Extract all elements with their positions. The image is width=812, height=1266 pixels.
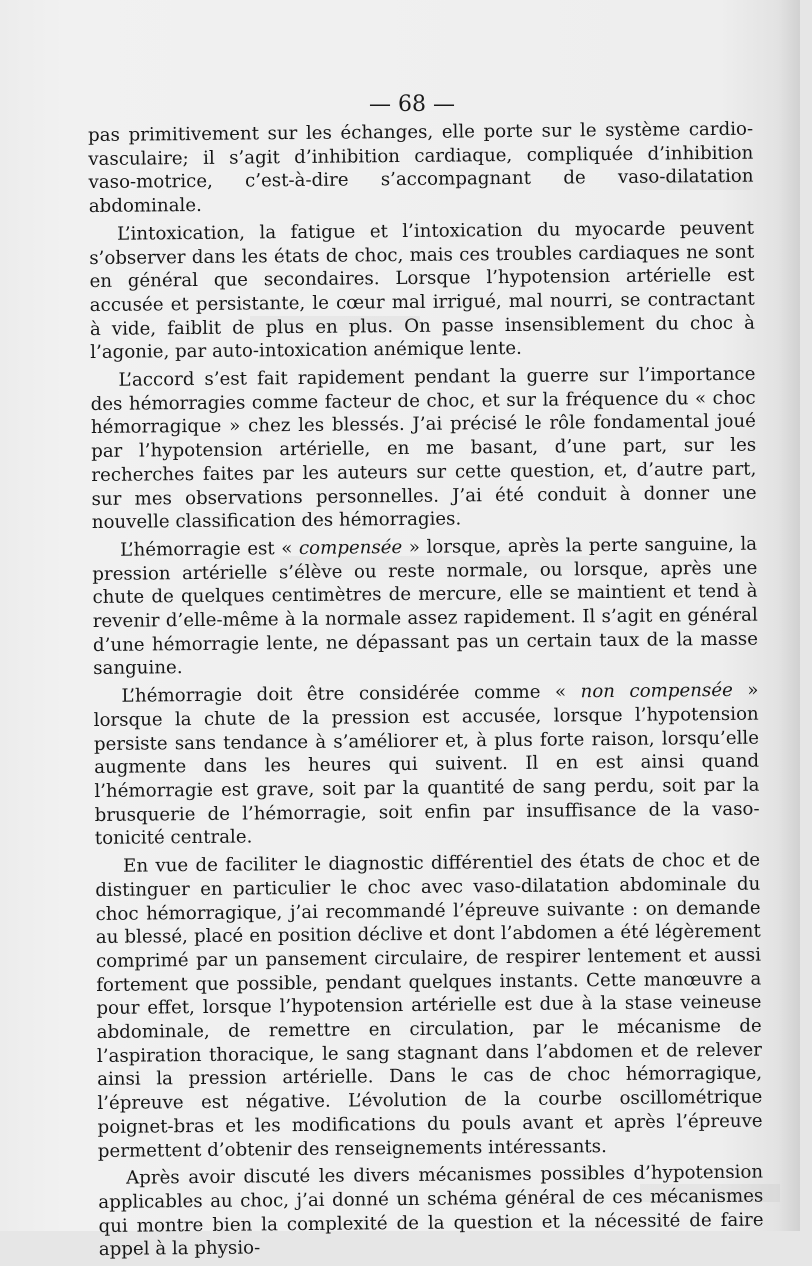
paragraph xyxy=(98,1161,764,1262)
paragraph-text: L’intoxication, la fatigue et l’intoxication du myocarde peuvent s’observer dans les états de choc, mais ces troubles cardiaques ne sont en général que secondaires. Lorsque l’hypotension artérielle est accusée et persistante, le cœur mal irrigué, mal nourri, se contractant à vide, faiblit de plus en plus. On passe insensiblement du choc à l’agonie, par auto-intoxication anémique lente. xyxy=(89,217,756,364)
paragraph xyxy=(88,118,754,219)
paragraph-text: » lorsque la chute de la pression est accusée, lorsque l’hypotension persiste sans tendance à s’améliorer et, à plus forte raison, lorsqu’elle augmente dans les heures qui suivent. Il en est ainsi quand l’hémorragie est grave, soit par la quantité de sang perdu, soit par la brusquerie de l’hémorragie, soit enfin par insuffisance de la vaso-tonicité centrale. xyxy=(93,679,760,850)
paragraph-text: L’hémorragie est « xyxy=(119,537,300,561)
emphasis-text: non compensée xyxy=(580,680,733,703)
paragraph xyxy=(90,363,757,535)
paragraph xyxy=(89,216,755,365)
paragraph xyxy=(92,533,758,682)
paragraph-text: » lorsque, après la perte sanguine, la pression artérielle s’élève ou reste normale, ou lorsque, après une chute de quelques centimètres de mercure, elle se maintient et tend à revenir d’elle-même à la normale assez rapidement. Il s’agit en général d’une hémorragie lente, ne dépassant pas un certain taux de la masse sanguine. xyxy=(92,533,759,680)
paragraph xyxy=(95,849,763,1164)
emphasis-text: compensée xyxy=(298,536,403,559)
page-edge-shadow xyxy=(778,0,800,1231)
paragraph-text: pas primitivement sur les échanges, elle porte sur le système cardio-vasculaire; il s’agit d’inhibition cardiaque, compliquée d’inhibition vaso-motrice, c’est-à-dire s’accompagnant de vaso-dilatation abdominale. xyxy=(88,118,754,218)
page-number: — 68 — xyxy=(369,92,455,117)
paragraph xyxy=(93,679,760,851)
paragraph-text: Après avoir discuté les divers mécanismes possibles d’hypotension applicables au choc, j’ai donné un schéma général de ces mécanismes qui montre bien la complexité de la question et la nécessité de faire appel à la physio- xyxy=(98,1161,764,1261)
body-text xyxy=(88,118,764,1266)
paragraph-text: L’accord s’est fait rapidement pendant la guerre sur l’importance des hémorragies comme facteur de choc, et sur la fréquence du « choc hémorragique » chez les blessés. J’ai précisé le rôle fondamental joué par l’hypotension artérielle, en me basant, d’une part, sur les recherches faites par les auteurs sur cette question, et, d’autre part, sur mes observations personnelles. J’ai été conduit à donner une nouvelle classification des hémorragies. xyxy=(90,363,757,534)
paragraph-text: L’hémorragie doit être considérée comme « xyxy=(121,681,581,707)
paragraph-text: En vue de faciliter le diagnostic différentiel des états de choc et de distinguer en particulier le choc avec vaso-dilatation abdominale du choc hémorragique, j’ai recommandé l’épreuve suivante : on demande au blessé, placé en position déclive et dont l’abdomen a été légèrement comprimé par un pansement circulaire, de respirer lentement et aussi fortement que possible, pendant quelques instants. Cette manœuvre a pour effet, lorsque l’hypotension artérielle est due à la stase veineuse abdominale, de remettre en circulation, par le mécanisme de l’aspiration thoracique, le sang stagnant dans l’abdomen et de relever ainsi la pression artérielle. Dans le cas de choc hémorragique, l’épreuve est négative. L’évolution de la courbe oscillométrique poignet-bras et les modifications du pouls avant et après l’épreuve permettent d’obtenir des renseignements intéressants. xyxy=(95,849,763,1162)
